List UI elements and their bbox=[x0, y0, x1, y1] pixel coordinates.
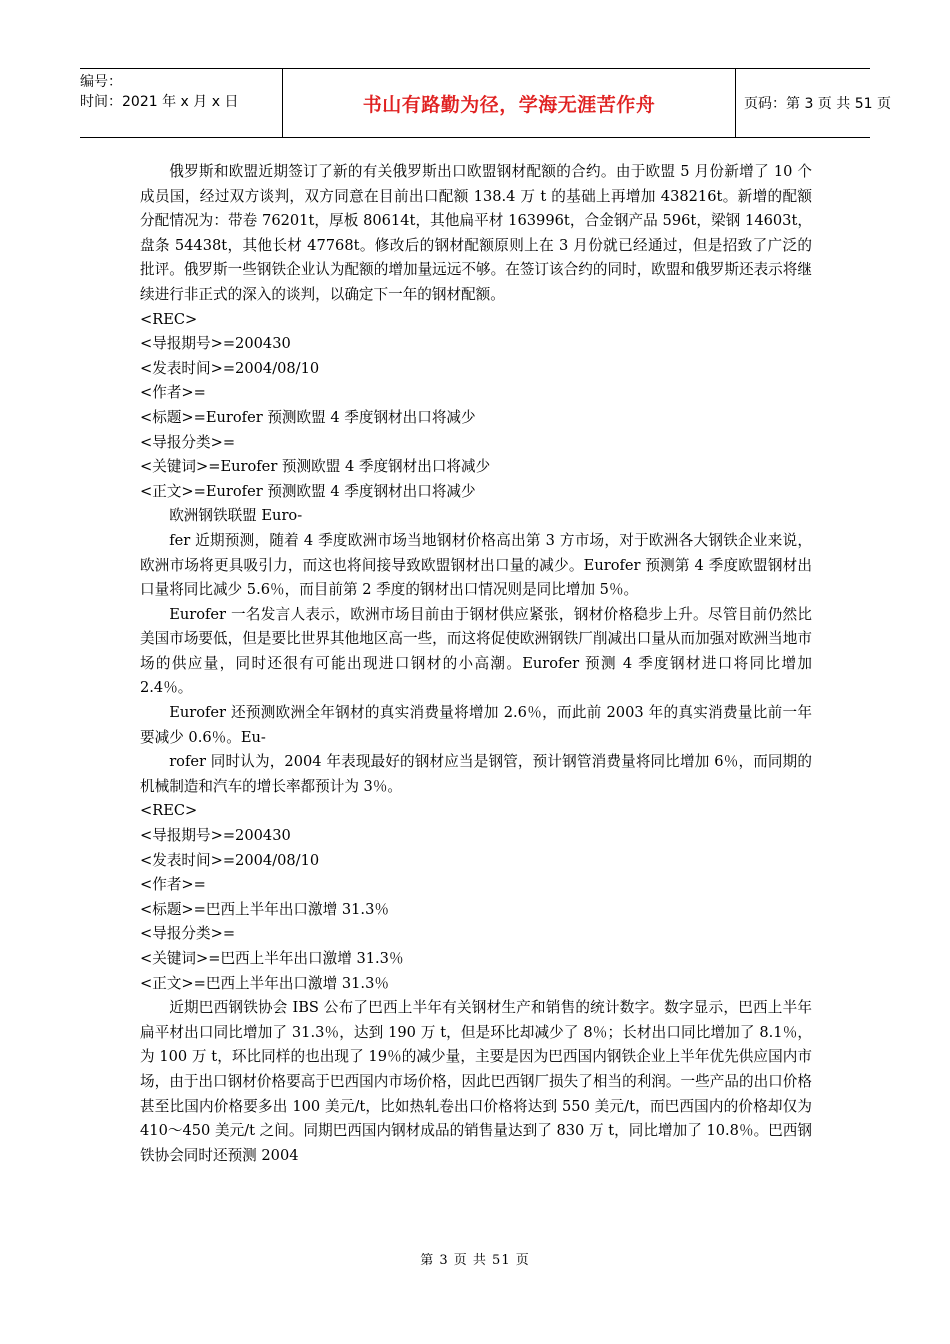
record-tag: <REC> bbox=[140, 802, 198, 820]
field-body-heading: <正文>=巴西上半年出口激增 31.3％ bbox=[140, 974, 389, 992]
field-issue-number: <导报期号>=200430 bbox=[140, 335, 291, 353]
record-tag: <REC> bbox=[140, 310, 198, 328]
header-meta bbox=[80, 69, 282, 140]
page-header bbox=[80, 68, 891, 138]
paragraph-eurofer-forecast: fer 近期预测，随着 4 季度欧洲市场当地钢材价格高出第 3 方市场，对于欧洲各大钢铁企业来说，欧洲市场将更具吸引力，而这也将间接导致欧盟钢材出口量的减少。Eurofer 预测第 4 季度欧盟钢材出口量将同比减少 5.6％，而目前第 2 季度的钢材出口情况则是同比增加 5％。 bbox=[140, 531, 812, 599]
field-issue-number: <导报期号>=200430 bbox=[140, 827, 291, 845]
field-author: <作者>= bbox=[140, 876, 206, 894]
paragraph-russia-eu-quota: 俄罗斯和欧盟近期签订了新的有关俄罗斯出口欧盟钢材配额的合约。由于欧盟 5 月份新增了 10 个成员国，经过双方谈判，双方同意在目前出口配额 138.4 万 t 的基础上再增加 438216t。新增的配额分配情况为：带卷 76201t，厚板 80614t，其他扁平材 163996t，合金钢产品 596t，梁钢 14603t，盘条 54438t，其他长材 47768t。修改后的钢材配额原则上在 3 月份就已经通过，但是招致了广泛的批评。俄罗斯一些钢铁企业认为配额的增加量远远不够。在签订该合约的同时，欧盟和俄罗斯还表示将继续进行非正式的深入的谈判，以确定下一年的钢材配额。 bbox=[140, 163, 812, 303]
paragraph-eurofer-pipes: rofer 同时认为，2004 年表现最好的钢材应当是钢管，预计钢管消费量将同比增加 6％，而同期的机械制造和汽车的增长率都预计为 3％。 bbox=[140, 753, 812, 795]
document-date: 时间：2021 年 x 月 x 日 bbox=[80, 94, 239, 110]
header-motto-cell bbox=[282, 69, 736, 137]
field-title: <标题>=Eurofer 预测欧盟 4 季度钢材出口将减少 bbox=[140, 408, 476, 426]
document-number-label: 编号： bbox=[80, 74, 122, 90]
field-publish-date: <发表时间>=2004/08/10 bbox=[140, 359, 320, 377]
paragraph-eurofer-spokesman: Eurofer 一名发言人表示，欧洲市场目前由于钢材供应紧张，钢材价格稳步上升。尽管目前仍然比美国市场要低，但是要比世界其他地区高一些，而这将促使欧洲钢铁厂削减出口量从而加强对欧洲当地市场的供应量，同时还很有可能出现进口钢材的小高潮。Eurofer 预测 4 季度钢材进口将同比增加 2.4％。 bbox=[140, 605, 812, 697]
paragraph-brazil-exports: 近期巴西钢铁协会 IBS 公布了巴西上半年有关钢材生产和销售的统计数字。数字显示，巴西上半年扁平材出口同比增加了 31.3％，达到 190 万 t，但是环比却减少了 8％；长材出口同比增加了 8.1％，为 100 万 t，环比同样的也出现了 19％的减少量，主要是因为巴西国内钢铁企业上半年优先供应国内市场，由于出口钢材价格要高于巴西国内市场价格，因此巴西钢厂损失了相当的利润。一些产品的出口价格甚至比国内价格要多出 100 美元/t，比如热轧卷出口价格将达到 550 美元/t，而巴西国内的价格却仅为 410～450 美元/t 之间。同期巴西国内钢材成品的销售量达到了 830 万 t，同比增加了 10.8％。巴西钢铁协会同时还预测 2004 bbox=[140, 999, 812, 1164]
field-author: <作者>= bbox=[140, 384, 206, 402]
paragraph-eurofer-intro: 欧洲钢铁联盟 Euro- bbox=[169, 507, 303, 525]
page-footer: 第 3 页 共 51 页 bbox=[420, 1253, 530, 1268]
field-keywords: <关键词>=Eurofer 预测欧盟 4 季度钢材出口将减少 bbox=[140, 458, 491, 476]
document-body bbox=[140, 160, 812, 1168]
header-page-info: 页码：第 3 页 共 51 页 bbox=[744, 96, 891, 112]
field-title: <标题>=巴西上半年出口激增 31.3％ bbox=[140, 900, 389, 918]
paragraph-eurofer-consumption: Eurofer 还预测欧洲全年钢材的真实消费量将增加 2.6％，而此前 2003 年的真实消费量比前一年要减少 0.6％。Eu- bbox=[140, 704, 812, 746]
field-category: <导报分类>= bbox=[140, 433, 236, 451]
field-body-heading: <正文>=Eurofer 预测欧盟 4 季度钢材出口将减少 bbox=[140, 482, 476, 500]
field-publish-date: <发表时间>=2004/08/10 bbox=[140, 851, 320, 869]
field-category: <导报分类>= bbox=[140, 925, 236, 943]
header-motto: 书山有路勤为径，学海无涯苦作舟 bbox=[362, 93, 656, 116]
field-keywords: <关键词>=巴西上半年出口激增 31.3％ bbox=[140, 950, 404, 967]
